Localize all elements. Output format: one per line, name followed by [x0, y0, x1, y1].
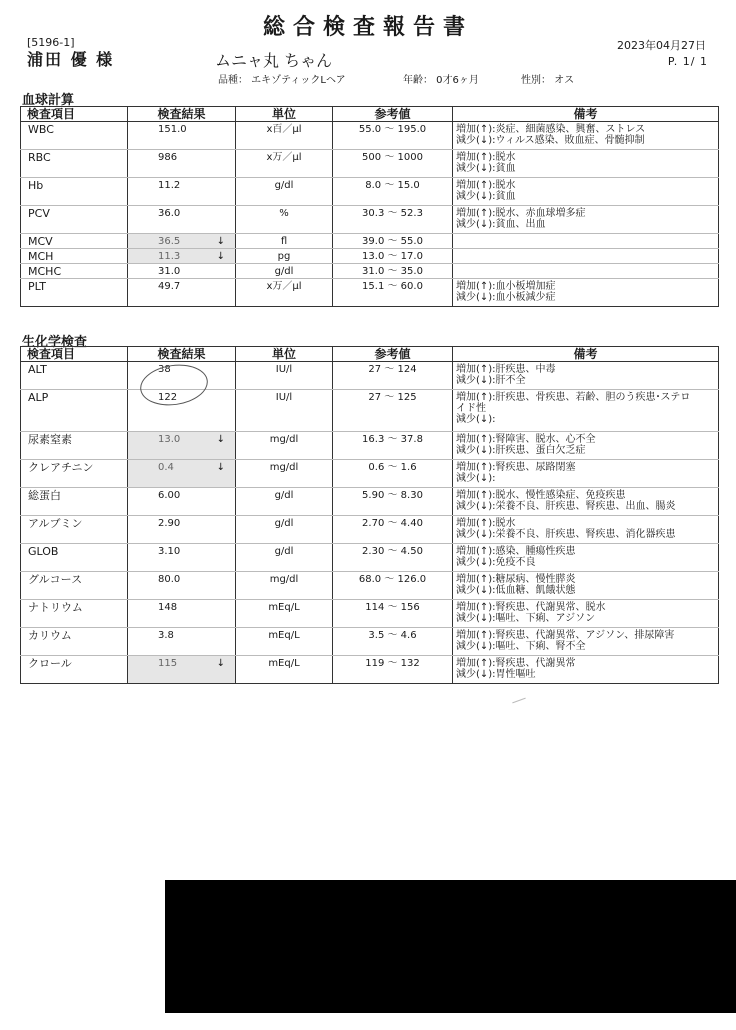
table-row	[21, 544, 719, 572]
reference-range: 55.0 ～ 195.0	[333, 122, 453, 150]
note-line: 増加(↑):肝疾患、中毒	[456, 364, 556, 375]
test-item: クレアチニン	[21, 460, 128, 488]
note-line: イド性	[456, 403, 486, 414]
pet-breed: 品種： エキゾティックLヘア	[218, 75, 346, 86]
reference-range: 31.0 ～ 35.0	[333, 264, 453, 279]
chem-header-row	[21, 347, 719, 362]
reference-range: 114 ～ 156	[333, 600, 453, 628]
test-item: 尿素窒素	[21, 432, 128, 460]
test-unit: x万／μl	[236, 279, 333, 307]
result-value: 36.5	[158, 236, 181, 247]
note-line: 増加(↑):感染、腫瘍性疾患	[456, 546, 576, 557]
note-line: 増加(↑):脱水	[456, 180, 516, 191]
test-result	[128, 150, 236, 178]
table-row	[21, 150, 719, 178]
table-row	[21, 600, 719, 628]
table-row	[21, 516, 719, 544]
low-flag-icon: ↓	[216, 658, 225, 669]
record-code: [5196-1]	[27, 36, 75, 49]
report-title: 総合検査報告書	[262, 14, 473, 40]
col-unit-header: 単位	[236, 347, 333, 362]
test-result	[128, 516, 236, 544]
scan-mark	[512, 698, 525, 704]
test-unit: %	[236, 206, 333, 234]
test-item: ALT	[21, 362, 128, 390]
test-item: RBC	[21, 150, 128, 178]
test-result	[128, 488, 236, 516]
low-flag-icon: ↓	[216, 434, 225, 445]
test-result	[128, 264, 236, 279]
test-unit: g/dl	[236, 264, 333, 279]
test-unit: pg	[236, 249, 333, 264]
test-item: カリウム	[21, 628, 128, 656]
note-line: 増加(↑):脱水、慢性感染症、免疫疾患	[456, 490, 626, 501]
note-line: 減少(↓):低血糖、飢餓状態	[456, 585, 576, 596]
note-line: 増加(↑):腎疾患、代謝異常、脱水	[456, 602, 606, 613]
blood-header-row	[21, 107, 719, 122]
pet-name: ムニャ丸 ちゃん	[215, 51, 333, 70]
test-note	[453, 628, 719, 656]
note-line: 減少(↓):胃性嘔吐	[456, 669, 536, 680]
note-line: 増加(↑):腎疾患、代謝異常	[456, 658, 576, 669]
table-row	[21, 234, 719, 249]
test-item: ALP	[21, 390, 128, 432]
reference-range: 15.1 ～ 60.0	[333, 279, 453, 307]
result-value: 38	[158, 364, 171, 375]
reference-range: 2.30 ～ 4.50	[333, 544, 453, 572]
test-note	[453, 264, 719, 279]
test-note	[453, 460, 719, 488]
note-line: 増加(↑):腎障害、脱水、心不全	[456, 434, 596, 445]
note-line: 減少(↓):貧血	[456, 163, 516, 174]
note-line: 減少(↓):血小板減少症	[456, 292, 556, 303]
result-value: 3.10	[158, 546, 181, 557]
reference-range: 8.0 ～ 15.0	[333, 178, 453, 206]
reference-range: 30.3 ～ 52.3	[333, 206, 453, 234]
note-line: 減少(↓):嘔吐、下痢、腎不全	[456, 641, 586, 652]
redaction-block	[165, 880, 736, 1013]
table-row	[21, 656, 719, 684]
table-row	[21, 488, 719, 516]
reference-range: 13.0 ～ 17.0	[333, 249, 453, 264]
note-line: 減少(↓):肝不全	[456, 375, 526, 386]
test-item: PLT	[21, 279, 128, 307]
test-note	[453, 249, 719, 264]
test-unit: mEq/L	[236, 600, 333, 628]
note-line: 増加(↑):脱水	[456, 152, 516, 163]
test-note	[453, 279, 719, 307]
report-date: 2023年04月27日	[617, 39, 706, 52]
reference-range: 27 ～ 125	[333, 390, 453, 432]
note-line: 増加(↑):肝疾患、骨疾患、若齢、胆のう疾患･ステロ	[456, 392, 691, 403]
result-value: 11.2	[158, 180, 181, 191]
col-item-header: 検査項目	[21, 107, 128, 122]
col-result-header: 検査結果	[128, 347, 236, 362]
table-row	[21, 264, 719, 279]
table-row	[21, 362, 719, 390]
test-unit: x万／μl	[236, 150, 333, 178]
result-value: 6.00	[158, 490, 181, 501]
table-row	[21, 460, 719, 488]
result-value: 36.0	[158, 208, 181, 219]
test-item: ナトリウム	[21, 600, 128, 628]
test-note	[453, 488, 719, 516]
note-line: 増加(↑):脱水	[456, 518, 516, 529]
col-note-header: 備考	[453, 107, 719, 122]
test-note	[453, 362, 719, 390]
test-result	[128, 206, 236, 234]
test-note	[453, 390, 719, 432]
test-item: アルブミン	[21, 516, 128, 544]
reference-range: 5.90 ～ 8.30	[333, 488, 453, 516]
test-result	[128, 600, 236, 628]
test-result	[128, 572, 236, 600]
col-ref-header: 参考値	[333, 347, 453, 362]
test-unit: IU/l	[236, 362, 333, 390]
test-note	[453, 178, 719, 206]
reference-range: 500 ～ 1000	[333, 150, 453, 178]
test-note	[453, 516, 719, 544]
note-line: 増加(↑):糖尿病、慢性膵炎	[456, 574, 576, 585]
test-note	[453, 122, 719, 150]
note-line: 減少(↓):	[456, 473, 496, 484]
result-value: 151.0	[158, 124, 187, 135]
low-flag-icon: ↓	[216, 251, 225, 262]
test-item: MCHC	[21, 264, 128, 279]
reference-range: 2.70 ～ 4.40	[333, 516, 453, 544]
test-unit: mg/dl	[236, 460, 333, 488]
table-row	[21, 122, 719, 150]
table-row	[21, 279, 719, 307]
test-result	[128, 178, 236, 206]
note-line: 減少(↓):嘔吐、下痢、アジソン	[456, 613, 596, 624]
result-value: 148	[158, 602, 178, 613]
test-note	[453, 150, 719, 178]
note-line: 減少(↓):	[456, 414, 496, 425]
result-value: 986	[158, 152, 178, 163]
note-line: 減少(↓):栄養不良、肝疾患、腎疾患、出血、腸炎	[456, 501, 676, 512]
test-item: MCH	[21, 249, 128, 264]
note-line: 増加(↑):腎疾患、代謝異常、アジソン、排尿障害	[456, 630, 675, 641]
test-item: グルコース	[21, 572, 128, 600]
test-note	[453, 432, 719, 460]
test-result	[128, 628, 236, 656]
test-note	[453, 656, 719, 684]
owner-name: 浦田 優 様	[27, 50, 115, 69]
reference-range: 27 ～ 124	[333, 362, 453, 390]
note-line: 増加(↑):血小板増加症	[456, 281, 556, 292]
test-item: PCV	[21, 206, 128, 234]
table-row	[21, 178, 719, 206]
chem-section-title: 生化学検査	[22, 335, 88, 350]
test-unit: mg/dl	[236, 572, 333, 600]
test-item: Hb	[21, 178, 128, 206]
result-value: 122	[158, 392, 178, 403]
note-line: 増加(↑):腎疾患、尿路閉塞	[456, 462, 576, 473]
blood-section-title: 血球計算	[22, 93, 75, 108]
test-unit: g/dl	[236, 544, 333, 572]
table-row	[21, 432, 719, 460]
result-value: 49.7	[158, 281, 181, 292]
low-flag-icon: ↓	[216, 236, 225, 247]
biochemistry-table	[20, 346, 719, 684]
low-flag-icon: ↓	[216, 462, 225, 473]
test-item: 総蛋白	[21, 488, 128, 516]
test-note	[453, 572, 719, 600]
test-unit: g/dl	[236, 516, 333, 544]
test-result	[128, 122, 236, 150]
test-result	[128, 249, 236, 264]
test-unit: mEq/L	[236, 656, 333, 684]
test-note	[453, 234, 719, 249]
page-number: P. 1/ 1	[667, 55, 708, 68]
table-row	[21, 249, 719, 264]
pet-age: 年齢： 0才6ヶ月	[403, 75, 479, 86]
table-row	[21, 628, 719, 656]
test-result	[128, 460, 236, 488]
result-value: 11.3	[158, 251, 181, 262]
col-ref-header: 参考値	[333, 107, 453, 122]
blood-count-table	[20, 106, 719, 307]
table-row	[21, 390, 719, 432]
note-line: 減少(↓):ウィルス感染、敗血症、骨髄抑制	[456, 135, 645, 146]
test-item: WBC	[21, 122, 128, 150]
note-line: 増加(↑):脱水、赤血球増多症	[456, 208, 586, 219]
test-unit: mEq/L	[236, 628, 333, 656]
test-item: MCV	[21, 234, 128, 249]
test-item: クロール	[21, 656, 128, 684]
test-unit: IU/l	[236, 390, 333, 432]
test-result	[128, 544, 236, 572]
note-line: 減少(↓):栄養不良、肝疾患、腎疾患、消化器疾患	[456, 529, 676, 540]
test-result	[128, 432, 236, 460]
note-line: 減少(↓):免疫不良	[456, 557, 536, 568]
test-unit: fl	[236, 234, 333, 249]
col-result-header: 検査結果	[128, 107, 236, 122]
test-item: GLOB	[21, 544, 128, 572]
reference-range: 3.5 ～ 4.6	[333, 628, 453, 656]
test-unit: g/dl	[236, 488, 333, 516]
col-note-header: 備考	[453, 347, 719, 362]
note-line: 減少(↓):貧血、出血	[456, 219, 546, 230]
result-value: 13.0	[158, 434, 181, 445]
test-result	[128, 279, 236, 307]
test-note	[453, 206, 719, 234]
reference-range: 16.3 ～ 37.8	[333, 432, 453, 460]
reference-range: 39.0 ～ 55.0	[333, 234, 453, 249]
test-unit: mg/dl	[236, 432, 333, 460]
col-item-header: 検査項目	[21, 347, 128, 362]
col-unit-header: 単位	[236, 107, 333, 122]
reference-range: 0.6 ～ 1.6	[333, 460, 453, 488]
pet-sex: 性別： オス	[521, 75, 575, 86]
table-row	[21, 572, 719, 600]
note-line: 減少(↓):貧血	[456, 191, 516, 202]
result-value: 80.0	[158, 574, 181, 585]
table-row	[21, 206, 719, 234]
result-value: 115	[158, 658, 178, 669]
reference-range: 119 ～ 132	[333, 656, 453, 684]
result-value: 3.8	[158, 630, 174, 641]
result-value: 2.90	[158, 518, 181, 529]
result-value: 0.4	[158, 462, 174, 473]
test-result	[128, 234, 236, 249]
reference-range: 68.0 ～ 126.0	[333, 572, 453, 600]
test-result	[128, 656, 236, 684]
test-unit: g/dl	[236, 178, 333, 206]
result-value: 31.0	[158, 266, 181, 277]
test-note	[453, 544, 719, 572]
test-unit: x百／μl	[236, 122, 333, 150]
note-line: 減少(↓):肝疾患、蛋白欠乏症	[456, 445, 586, 456]
note-line: 増加(↑):炎症、細菌感染、興奮、ストレス	[456, 124, 646, 135]
test-note	[453, 600, 719, 628]
